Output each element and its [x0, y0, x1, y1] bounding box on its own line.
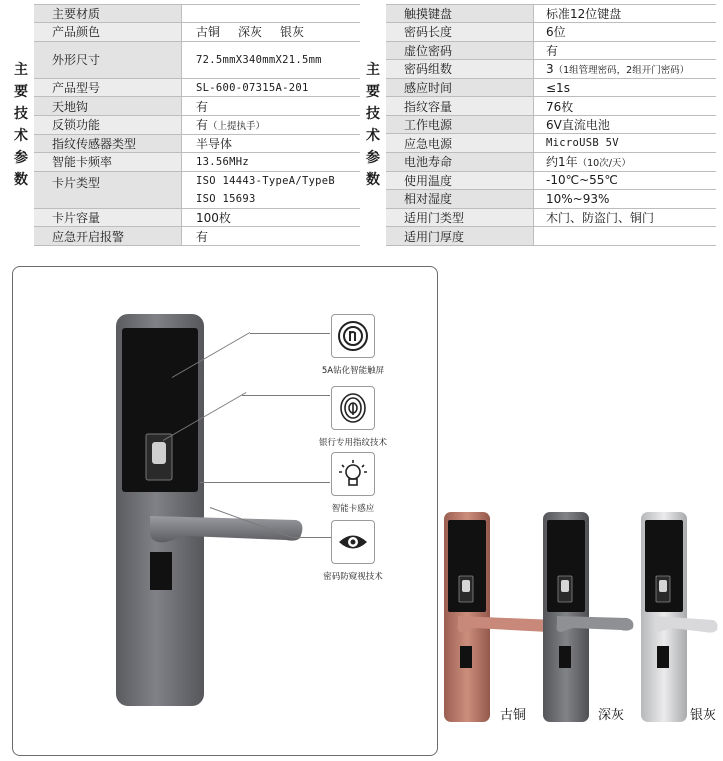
eye-icon	[336, 525, 370, 559]
table-row	[386, 60, 716, 79]
feature-card-sensing	[298, 452, 408, 514]
spec-value	[182, 5, 386, 22]
table-row	[386, 97, 716, 116]
table-row	[386, 172, 716, 191]
spec-value: 木门、防盗门、铜门	[534, 209, 716, 227]
spec-key: 反锁功能	[34, 116, 182, 134]
table-row	[34, 23, 386, 42]
table-row	[386, 227, 716, 246]
spec-key: 感应时间	[386, 79, 534, 97]
spec-key: 卡片容量	[34, 209, 182, 227]
spec-key: 卡片类型	[34, 172, 182, 208]
spec-value: 13.56MHz	[182, 153, 386, 171]
spec-value: ≤1s	[534, 79, 716, 97]
feature-caption: 5A钻化智能触屏	[321, 366, 385, 376]
variant-label-dark-gray: 深灰	[598, 708, 625, 723]
spec-key: 触摸键盘	[386, 5, 534, 22]
table-row	[386, 209, 716, 228]
fingerprint-icon	[336, 391, 370, 425]
spec-value: 6V直流电池	[534, 116, 716, 134]
spec-value: 有	[182, 227, 386, 245]
spec-key: 工作电源	[386, 116, 534, 134]
spec-value: 约1年 （10次/天）	[534, 153, 716, 171]
spec-value: ISO 14443-TypeA/TypeB ISO 15693	[182, 172, 386, 208]
spec-key: 智能卡频率	[34, 153, 182, 171]
spec-value: 10%~93%	[534, 190, 716, 208]
spec-rows-left	[34, 4, 386, 246]
spec-key: 指纹容量	[386, 97, 534, 115]
variant-lock-silver-gray	[641, 512, 721, 722]
spec-key: 相对湿度	[386, 190, 534, 208]
spec-key: 密码长度	[386, 23, 534, 41]
spec-key: 外形尺寸	[34, 42, 182, 78]
table-row	[386, 5, 716, 23]
spec-value-colors: 古铜 深灰 银灰	[182, 23, 386, 41]
spec-value: 有 （上提执手）	[182, 116, 386, 134]
spec-table-right	[360, 4, 716, 246]
lock-fingerprint-sensor	[152, 442, 166, 464]
spec-value: 有	[534, 42, 716, 60]
spec-value: 6位	[534, 23, 716, 41]
main-lock-illustration	[116, 314, 204, 706]
spec-key: 电池寿命	[386, 153, 534, 171]
spec-rows-right	[386, 4, 716, 246]
feature-caption: 密码防窥视技术	[323, 572, 383, 582]
spec-value: 半导体	[182, 135, 386, 153]
table-row	[34, 116, 386, 135]
table-row	[386, 79, 716, 98]
feature-touchscreen	[298, 314, 408, 376]
table-row	[34, 79, 386, 98]
table-row	[386, 23, 716, 42]
feature-fingerprint	[298, 386, 408, 448]
spec-value: 76枚	[534, 97, 716, 115]
table-row	[386, 153, 716, 172]
spec-key: 虚位密码	[386, 42, 534, 60]
table-row	[386, 190, 716, 209]
table-row	[34, 135, 386, 154]
spec-key: 适用门厚度	[386, 227, 534, 245]
table-row	[34, 153, 386, 172]
spec-key: 密码组数	[386, 60, 534, 78]
spec-value: -10℃~55℃	[534, 172, 716, 190]
touchscreen-icon	[336, 319, 370, 353]
spec-value: 100枚	[182, 209, 386, 227]
table-row	[34, 172, 386, 209]
table-row	[34, 5, 386, 23]
lock-keyhole-cover	[150, 552, 172, 590]
spec-key: 天地钩	[34, 97, 182, 115]
spec-side-title-left: 主 要 技 术 参 数	[8, 4, 34, 246]
spec-key: 应急电源	[386, 134, 534, 152]
table-row	[34, 209, 386, 228]
table-row	[386, 116, 716, 135]
spec-key: 指纹传感器类型	[34, 135, 182, 153]
table-row	[386, 134, 716, 153]
spec-value	[534, 227, 716, 245]
table-row	[34, 227, 386, 246]
table-row	[34, 42, 386, 79]
handle-shape	[150, 516, 302, 542]
spec-value: SL-600-07315A-201	[182, 79, 386, 97]
spec-table-left	[8, 4, 386, 246]
table-row	[386, 42, 716, 61]
spec-key: 适用门类型	[386, 209, 534, 227]
main-lock-handle	[146, 512, 306, 546]
feature-caption: 银行专用指纹技术	[318, 438, 387, 448]
spec-side-title-right: 主 要 技 术 参 数	[360, 4, 386, 246]
spec-value: 3 （1组管理密码，2组开门密码）	[534, 60, 716, 78]
lightbulb-icon	[336, 457, 370, 491]
spec-value: 72.5mmX340mmX21.5mm	[182, 42, 386, 78]
spec-key: 产品颜色	[34, 23, 182, 41]
spec-key: 产品型号	[34, 79, 182, 97]
spec-key: 主要材质	[34, 5, 182, 22]
spec-value: MicroUSB 5V	[534, 134, 716, 152]
spec-value: 有	[182, 97, 386, 115]
table-row	[34, 97, 386, 116]
feature-caption: 智能卡感应	[331, 504, 375, 514]
variant-label-silver-gray: 银灰	[690, 708, 717, 723]
feature-anti-peep	[298, 520, 408, 582]
variant-label-bronze: 古铜	[500, 708, 527, 723]
spec-key: 使用温度	[386, 172, 534, 190]
spec-value: 标准12位键盘	[534, 5, 716, 22]
spec-key: 应急开启报警	[34, 227, 182, 245]
